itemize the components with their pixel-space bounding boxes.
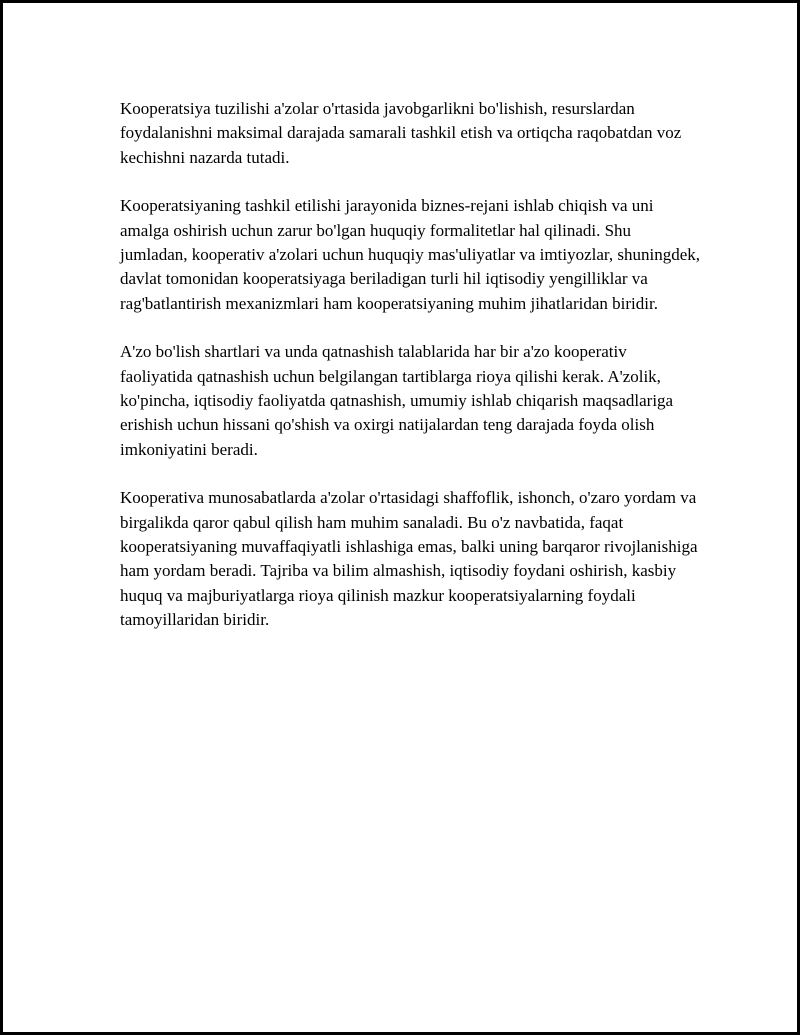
- paragraph-2: Kooperatsiyaning tashkil etilishi jarayonida biznes-rejani ishlab chiqish va uni amalga oshirish uchun zarur bo'lgan huquqiy formalitetlar hal qilinadi. Shu jumladan, kooperativ a'zolari uchun huquqiy mas'uliyatlar va imtiyozlar, shuningdek, davlat tomonidan kooperatsiyaga beriladigan turli hil iqtisodiy yengilliklar va rag'batlantirish mexanizmlari ham kooperatsiyaning muhim jihatlaridan biridir.: [120, 196, 700, 313]
- document-body: [120, 97, 700, 657]
- paragraph-1: Kooperatsiya tuzilishi a'zolar o'rtasida javobgarlikni bo'lishish, resurslardan foydalanishni maksimal darajada samarali tashkil etish va ortiqcha raqobatdan voz kechishni nazarda tutadi.: [120, 99, 682, 167]
- paragraph-4: Kooperativa munosabatlarda a'zolar o'rtasidagi shaffoflik, ishonch, o'zaro yordam va birgalikda qaror qabul qilish ham muhim sanaladi. Bu o'z navbatida, faqat kooperatsiyaning muvaffaqiyatli ishlashiga emas, balki uning barqaror rivojlanishiga ham yordam beradi. Tajriba va bilim almashish, iqtisodiy foydani oshirish, kasbiy huquq va majburiyatlarga rioya qilinish mazkur kooperatsiyalarning foydali tamoyillaridan biridir.: [120, 488, 698, 629]
- paragraph-3: A'zo bo'lish shartlari va unda qatnashish talablarida har bir a'zo kooperativ faoliyatida qatnashish uchun belgilangan tartiblarga rioya qilishi kerak. A'zolik, ko'pincha, iqtisodiy faoliyatda qatnashish, umumiy ishlab chiqarish maqsadlariga erishish uchun hissani qo'shish va oxirgi natijalardan teng darajada foyda olish imkoniyatini beradi.: [120, 342, 674, 459]
